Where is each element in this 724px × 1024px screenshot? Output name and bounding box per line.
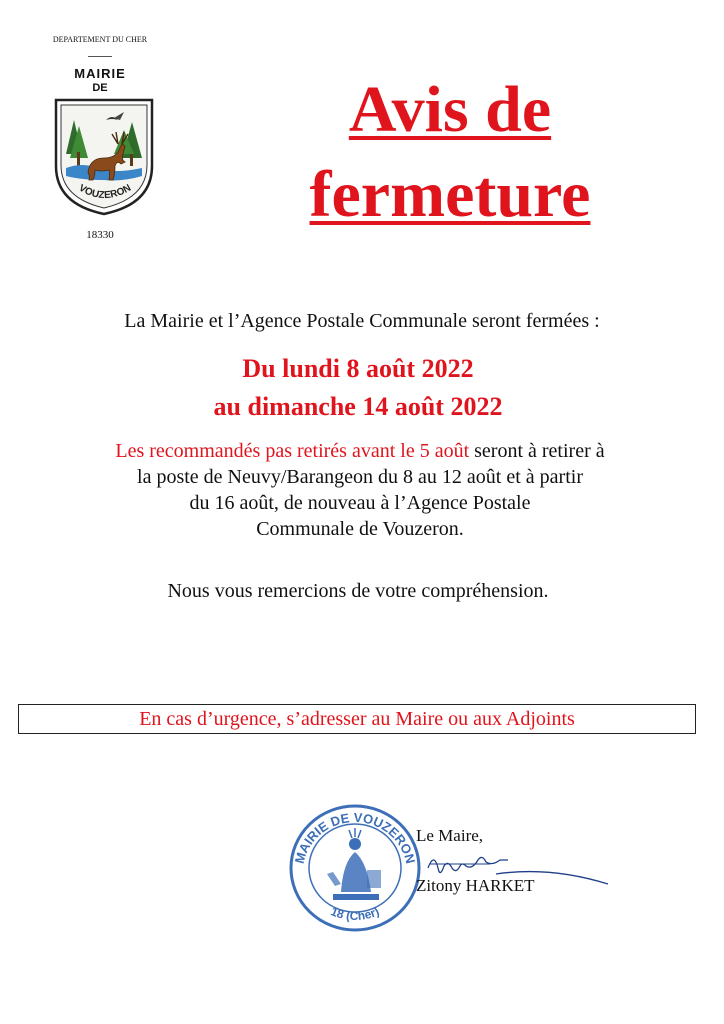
postcode-label: 18330	[86, 229, 114, 241]
mairie-label: MAIRIE	[74, 66, 126, 81]
stamp-top-text: MAIRIE DE VOUZERON	[291, 809, 419, 866]
emergency-notice-text: En cas d’urgence, s’adresser au Maire ou aux Adjoints	[139, 707, 575, 730]
closure-end-date: au dimanche 14 août 2022	[213, 392, 503, 421]
notice-line-1-rest: seront à retirer à	[469, 440, 605, 462]
page-title-line-1: Avis de	[348, 73, 552, 146]
page-title-line-2: fermeture	[309, 158, 591, 231]
thanks-text: Nous vous remercions de votre compréhension.	[167, 580, 549, 602]
intro-text: La Mairie et l’Agence Postale Communale seront fermées :	[124, 310, 600, 332]
crest-banner-text: VOUZERON	[76, 182, 134, 202]
closure-start-date: Du lundi 8 août 2022	[242, 354, 474, 383]
notice-line-1	[30, 438, 690, 464]
vouzeron-coat-of-arms-logo	[52, 96, 156, 216]
department-label: DEPARTEMENT DU CHER	[52, 35, 148, 44]
svg-text:18 (Cher)	[329, 904, 382, 923]
town-hall-stamp	[285, 800, 425, 936]
notice-highlight: Les recommandés pas retirés avant le 5 août	[115, 440, 470, 462]
de-label: DE	[92, 82, 108, 94]
stamp-bottom-text: 18 (Cher)	[328, 904, 382, 924]
signer-role: Le Maire,	[416, 826, 484, 845]
notice-line-2: la poste de Neuvy/Barangeon du 8 au 12 août et à partir	[137, 466, 583, 488]
emergency-notice-box	[18, 704, 696, 734]
registered-mail-notice	[30, 438, 690, 542]
letterhead-divider	[88, 56, 112, 57]
notice-line-3: du 16 août, de nouveau à l’Agence Postale	[189, 492, 531, 514]
signer-name: Zitony HARKET	[416, 876, 535, 895]
notice-line-4: Communale de Vouzeron.	[256, 518, 464, 540]
